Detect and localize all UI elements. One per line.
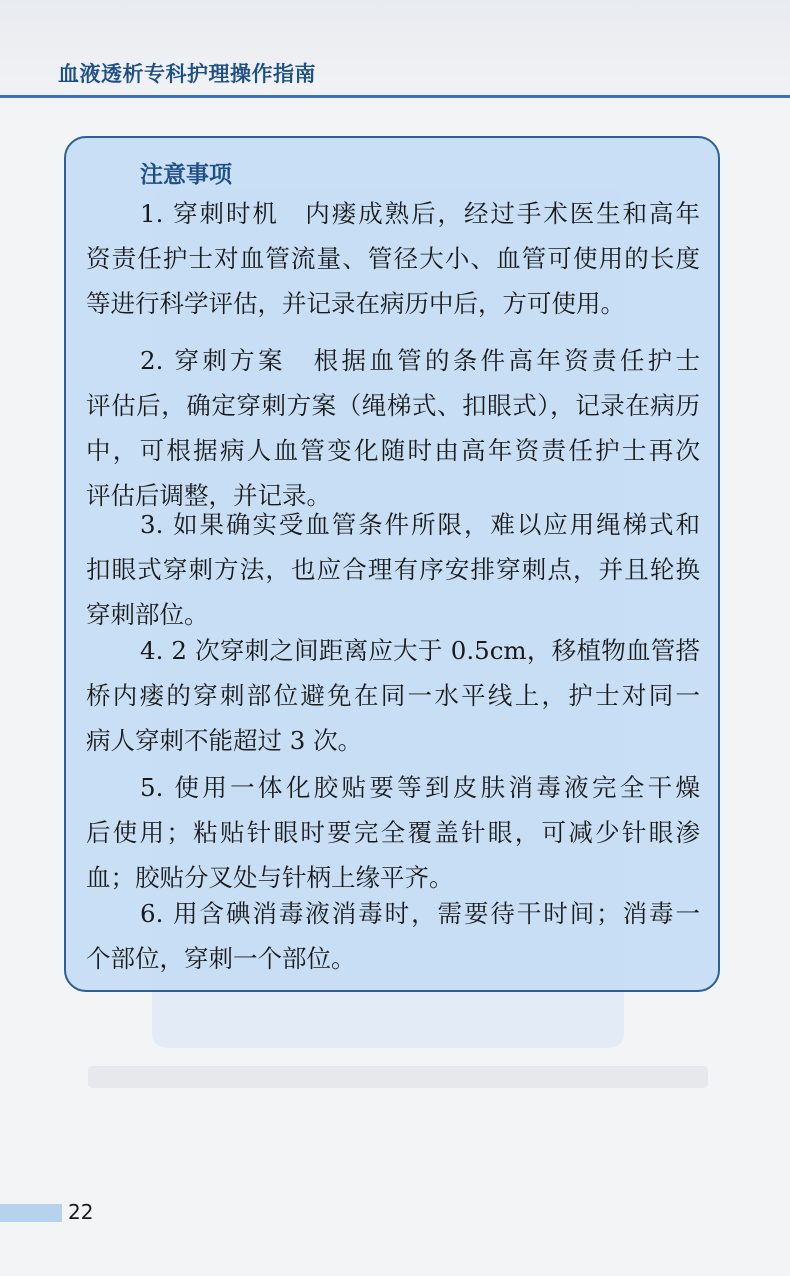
page-number-tab [0,1204,62,1222]
item-5-line-2: 后使用；粘贴针眼时要完全覆盖针眼，可减少针眼渗 [86,818,700,847]
item-3-line-2: 扣眼式穿刺方法，也应合理有序安排穿刺点，并且轮换 [86,555,700,584]
page-header [0,0,790,96]
notice-box [64,136,720,992]
page-number: 22 [68,1200,94,1224]
item-1-line-2: 资责任护士对血管流量、管径大小、血管可使用的长度 [86,244,700,273]
item-2-line-1: 2. 穿刺方案 根据血管的条件高年资责任护士 [140,346,700,375]
header-rule [0,95,790,98]
item-3-line-1: 3. 如果确实受血管条件所限，难以应用绳梯式和 [140,510,700,539]
item-1-line-1: 1. 穿刺时机 内瘘成熟后，经过手术医生和高年 [140,199,700,228]
item-3-line-3: 穿刺部位。 [86,600,209,629]
item-6-line-1: 6. 用含碘消毒液消毒时，需要待干时间；消毒一 [140,899,700,928]
item-2-line-4: 评估后调整，并记录。 [86,481,331,510]
item-5-line-3: 血；胶贴分叉处与针柄上缘平齐。 [86,863,454,892]
notice-title: 注意事项 [140,162,232,188]
item-4-line-2: 桥内瘘的穿刺部位避免在同一水平线上，护士对同一 [86,681,700,710]
item-2-line-3: 中，可根据病人血管变化随时由高年资责任护士再次 [86,436,700,465]
item-4-line-1: 4. 2 次穿刺之间距离应大于 0.5cm，移植物血管搭 [140,636,700,665]
item-5-line-1: 5. 使用一体化胶贴要等到皮肤消毒液完全干燥 [140,773,700,802]
running-title: 血液透析专科护理操作指南 [58,62,316,86]
item-1-line-3: 等进行科学评估，并记录在病历中后，方可使用。 [86,289,625,318]
item-4-line-3: 病人穿刺不能超过 3 次。 [86,726,363,755]
show-through-caption [88,1066,708,1088]
item-6-line-2: 个部位，穿刺一个部位。 [86,944,356,973]
item-2-line-2: 评估后，确定穿刺方案（绳梯式、扣眼式），记录在病历 [86,391,700,420]
